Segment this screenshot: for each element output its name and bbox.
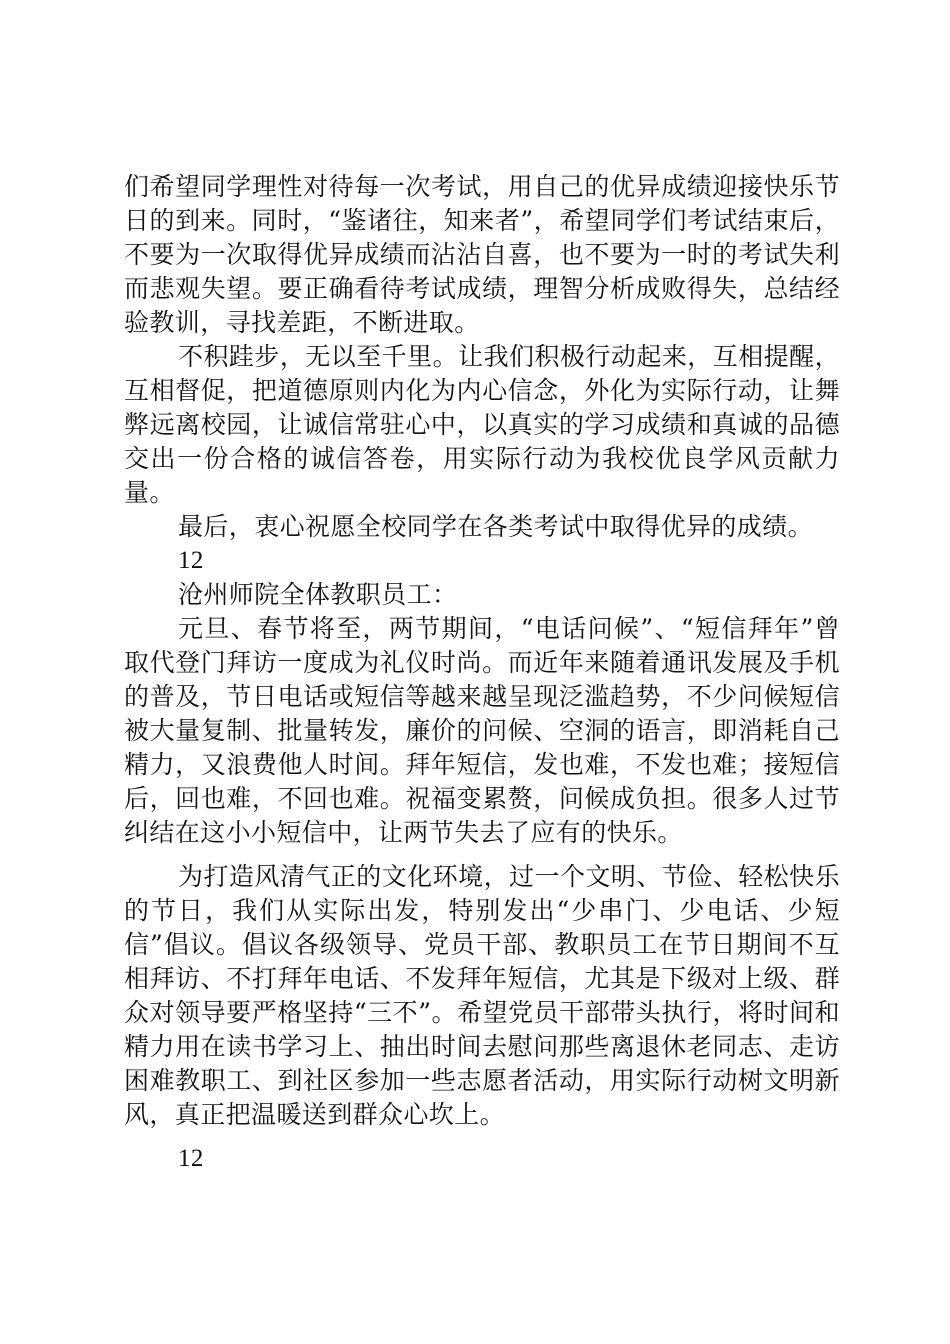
paragraph-integrity-action: 不积跬步，无以至千里。让我们积极行动起来，互相提醒，互相督促，把道德原则内化为内心信念，外化为实际行动，让舞弊远离校园，让诚信常驻心中，以真实的学习成绩和真诚的品德交出一份合格的诚信答卷，用实际行动为我校优良学风贡献力量。 [124,342,840,507]
salutation: 沧州师院全体教职员工： [178,580,458,609]
paragraph-closing-wish: 最后，衷心祝愿全校同学在各类考试中取得优异的成绩。 [178,512,814,541]
paragraph-initiative: 为打造风清气正的文化环境，过一个文明、节俭、轻松快乐的节日，我们从实际出发，特别发出“少串门、少电话、少短信”倡议。倡议各级领导、党员干部、教职员工在节日期间不互相拜访、不打拜年电话、不发拜年短信，尤其是下级对上级、群众对领导要严格坚持“三不”。希望党员干部带头执行，将时间和精力用在读书学习上、抽出时间去慰问那些离退休老同志、走访困难教职工、到社区参加一些志愿者活动，用实际行动树文明新风，真正把温暖送到群众心坎上。 [124,862,840,1129]
paragraph-exam-attitude: 们希望同学理性对待每一次考试，用自己的优异成绩迎接快乐节日的到来。同时，“鉴诸往，知来者”，希望同学们考试结束后，不要为一次取得优异成绩而沾沾自喜，也不要为一时的考试失利而悲观失望。要正确看待考试成绩，理智分析成败得失，总结经验教训，寻找差距，不断进取。 [124,172,840,337]
page-number: 12 [178,1145,204,1172]
page-number: 12 [178,547,204,574]
paragraph-holiday-messages: 元旦、春节将至，两节期间，“电话问候”、“短信拜年”曾取代登门拜访一度成为礼仪时尚。而近年来随着通讯发展及手机的普及，节日电话或短信等越来越呈现泛滥趋势，不少问候短信被大量复制、批量转发，廉价的问候、空洞的语言，即消耗自己精力，又浪费他人时间。拜年短信，发也难，不发也难；接短信后，回也难，不回也难。祝福变累赘，问候成负担。很多人过节纠结在这小小短信中，让两节失去了应有的快乐。 [124,614,840,847]
document-body [124,170,840,1176]
